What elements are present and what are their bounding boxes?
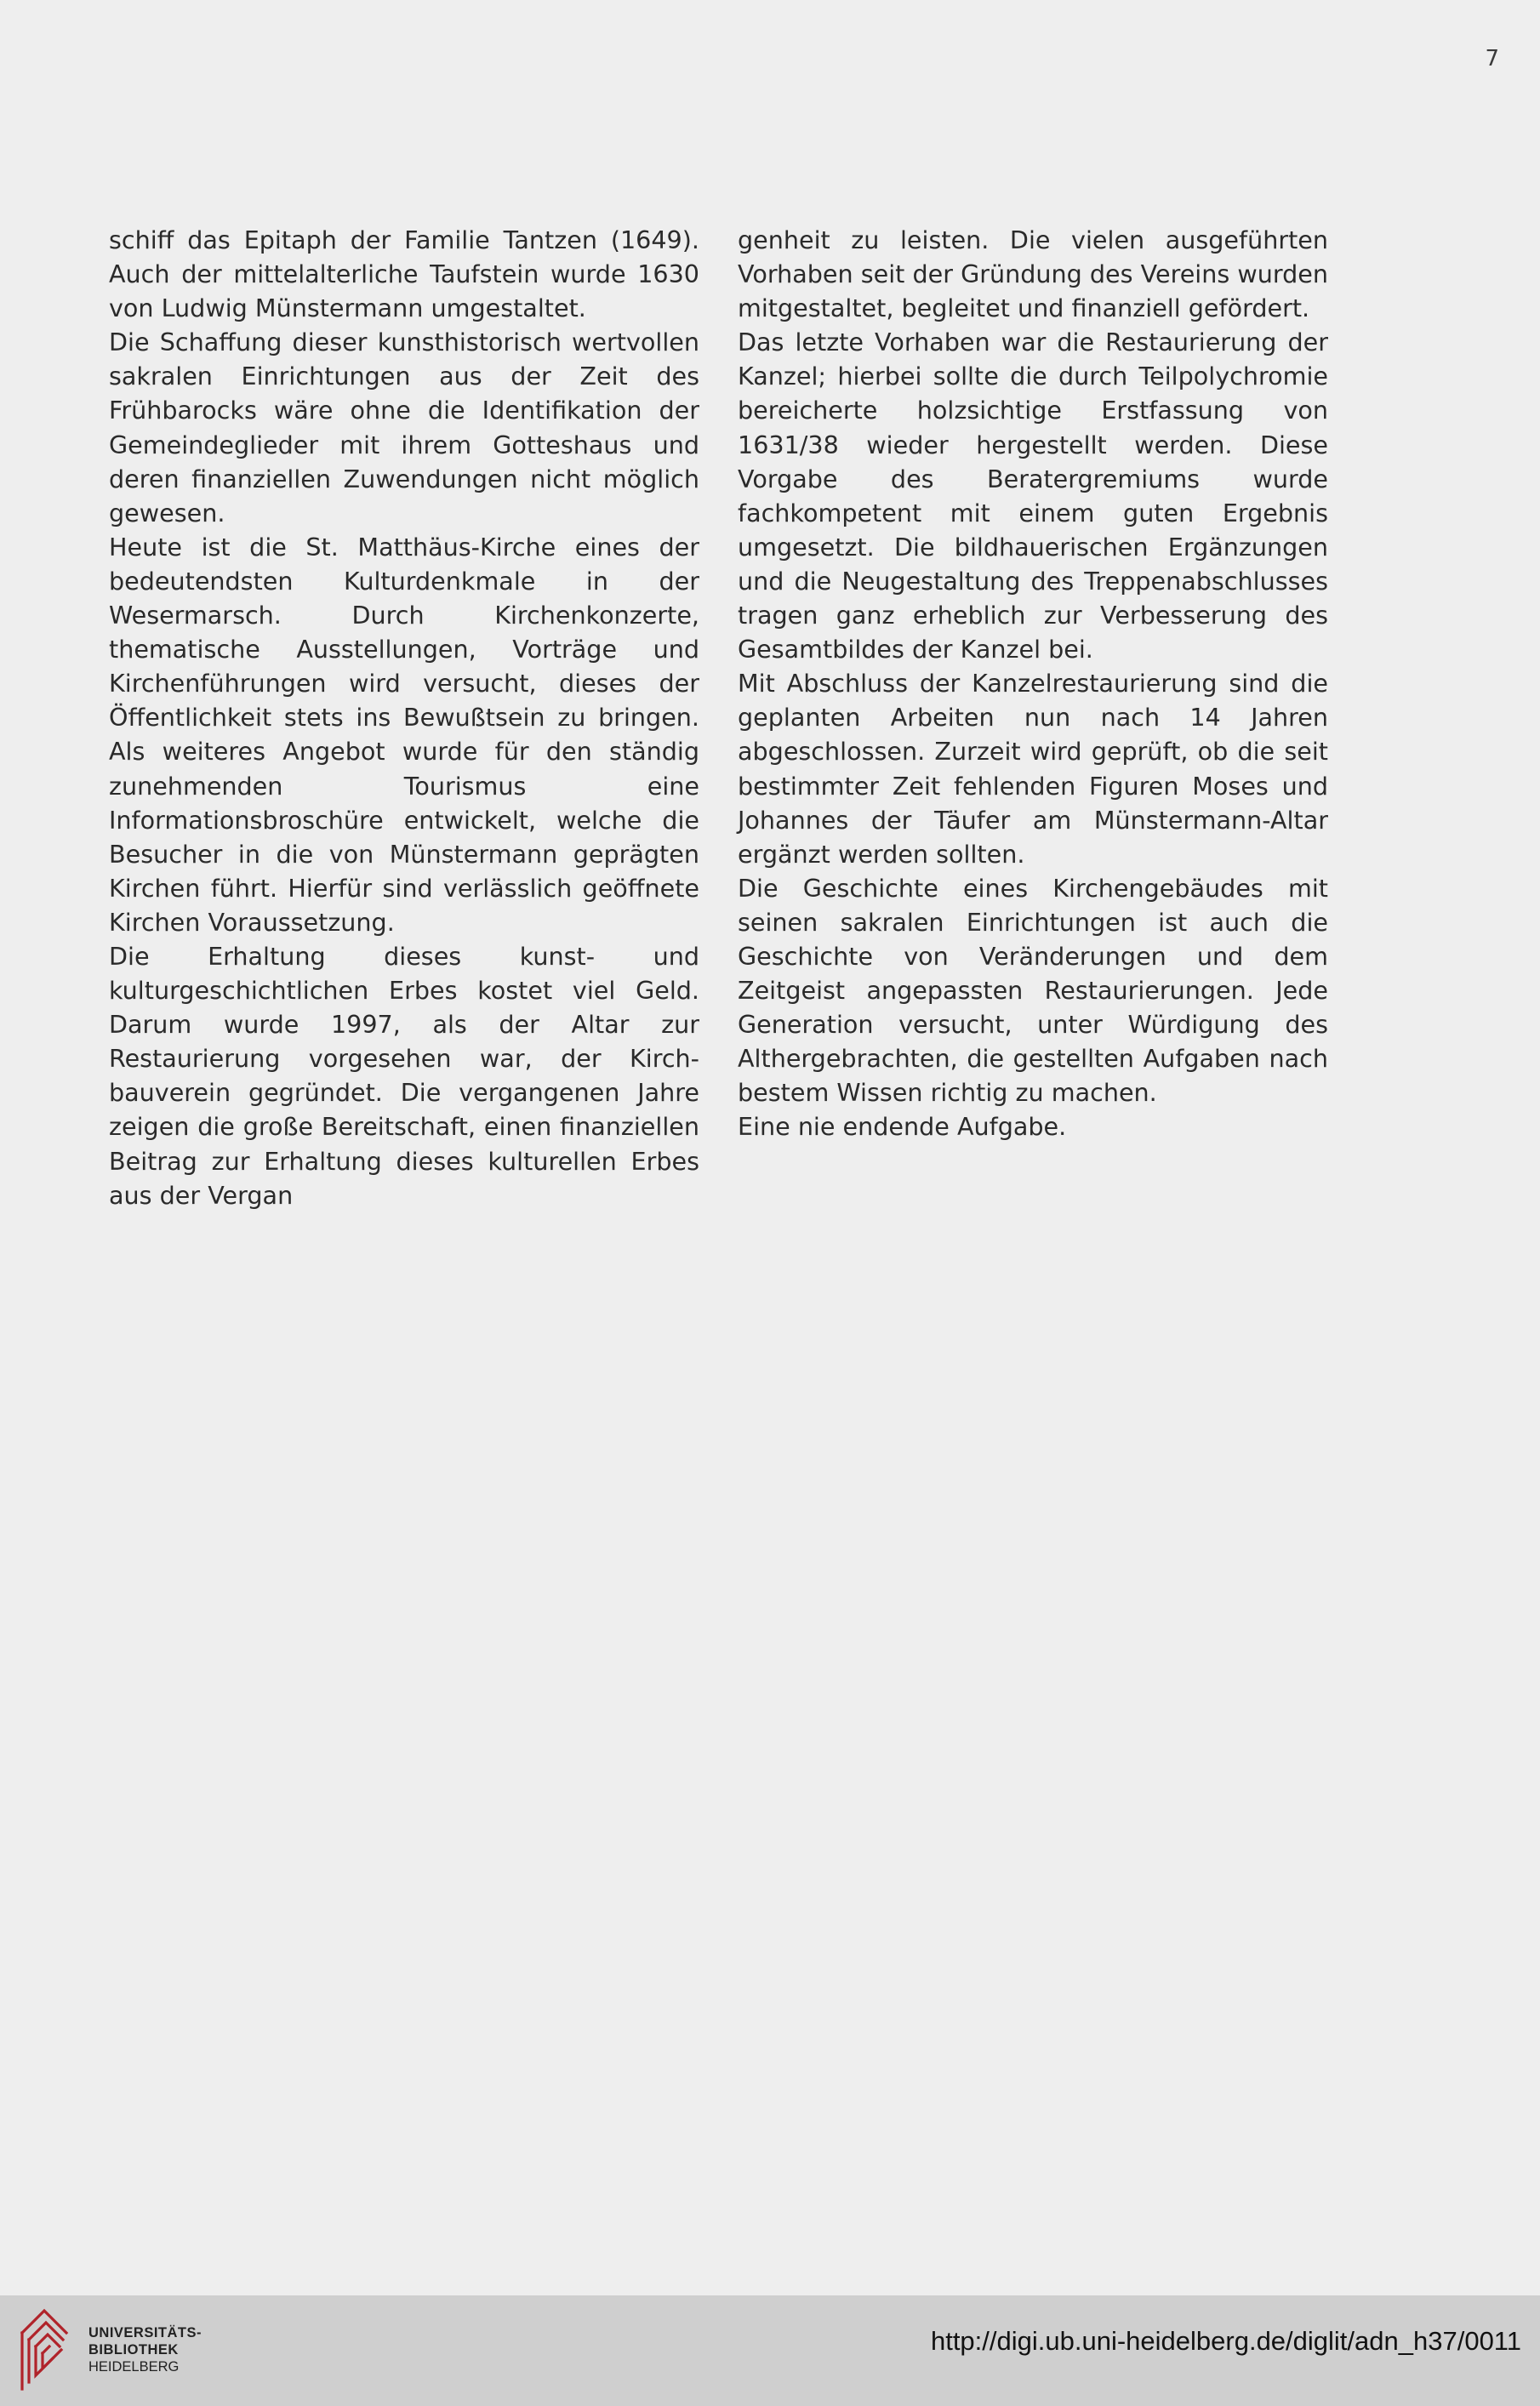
paragraph: Die Schaffung dieser kunsthistorisch wertvollen sakralen Einrichtungen aus der Zeit des Frühbarocks wäre ohne die Identifikation der Gemeindeglieder mit ihrem Gotteshaus und deren finanziellen Zuwendungen nicht möglich gewesen. <box>109 328 699 527</box>
library-name-line: HEIDELBERG <box>88 2359 180 2375</box>
paragraph: Die Erhaltung dieses kunst- und kulturgeschichtlichen Erbes kostet viel Geld. Darum wurde 1997, als der Altar zur Restaurierung vorgesehen war, der Kirchbauverein gegründet. Die vergangenen Jahre zeigen die große Bereitschaft, einen finanziellen Beitrag zur Erhaltung dieses kulturellen Erbes aus der Vergan <box>109 941 699 1210</box>
text-column-left <box>109 223 699 1212</box>
source-url-link[interactable]: http://digi.ub.uni-heidelberg.de/diglit/adn_h37/0011 <box>930 2326 1521 2356</box>
library-name-line: BIBLIOTHEK <box>88 2342 179 2358</box>
text-column-right <box>738 223 1328 1144</box>
page-number: 7 <box>1485 46 1499 71</box>
library-name-line: UNIVERSITÄTS- <box>88 2325 202 2340</box>
paragraph: schiff das Epitaph der Familie Tantzen (1649). Auch der mittelalterliche Taufstein wurde 1630 von Ludwig Münstermann umgestaltet. <box>109 225 699 323</box>
paragraph: Das letzte Vorhaben war die Restaurierung der Kanzel; hierbei sollte die durch Teilpolychromie bereicherte holzsichtige Erstfassung von 1631/38 wieder hergestellt werden. Diese Vorgabe des Beratergremiums wurde fachkompetent mit einem guten Ergebnis umgesetzt. Die bildhauerischen Ergänzungen und die Neugestaltung des Treppenabschlusses tragen ganz erheblich zur Verbesserung des Gesamtbildes der Kanzel bei. <box>738 328 1328 664</box>
paragraph: Mit Abschluss der Kanzelrestaurierung sind die geplanten Arbeiten nun nach 14 Jahren abgeschlossen. Zurzeit wird geprüft, ob die seit bestimmter Zeit fehlenden Figuren Moses und Johannes der Täufer am Münstermann-Altar ergänzt werden sollten. <box>738 669 1328 869</box>
library-name <box>88 2324 202 2375</box>
library-logo-icon <box>17 2307 77 2394</box>
paragraph: Heute ist die St. Matthäus-Kirche eines der bedeutendsten Kulturdenkmale in der Wesermarsch. Durch Kirchenkonzerte, thematische Ausstellungen, Vorträge und Kirchenführungen wird versucht, dieses der Öffentlichkeit stets ins Bewußtsein zu bringen. Als weiteres Angebot wurde für den ständig zunehmenden Tourismus eine Informationsbroschüre entwickelt, welche die Besucher in die von Münstermann geprägten Kirchen führt. Hierfür sind verlässlich geöffnete Kirchen Voraussetzung. <box>109 532 699 937</box>
footer-bar <box>0 2295 1540 2406</box>
paragraph: genheit zu leisten. Die vielen ausgeführten Vorhaben seit der Gründung des Vereins wurden mitgestaltet, begleitet und finanziell gefördert. <box>738 225 1328 323</box>
paragraph: Die Geschichte eines Kirchengebäudes mit seinen sakralen Einrichtungen ist auch die Geschichte von Veränderungen und dem Zeitgeist angepassten Restaurierungen. Jede Generation versucht, unter Würdigung des Althergebrachten, die gestellten Aufgaben nach bestem Wissen richtig zu machen. <box>738 873 1328 1108</box>
paragraph: Eine nie endende Aufgabe. <box>738 1112 1067 1142</box>
